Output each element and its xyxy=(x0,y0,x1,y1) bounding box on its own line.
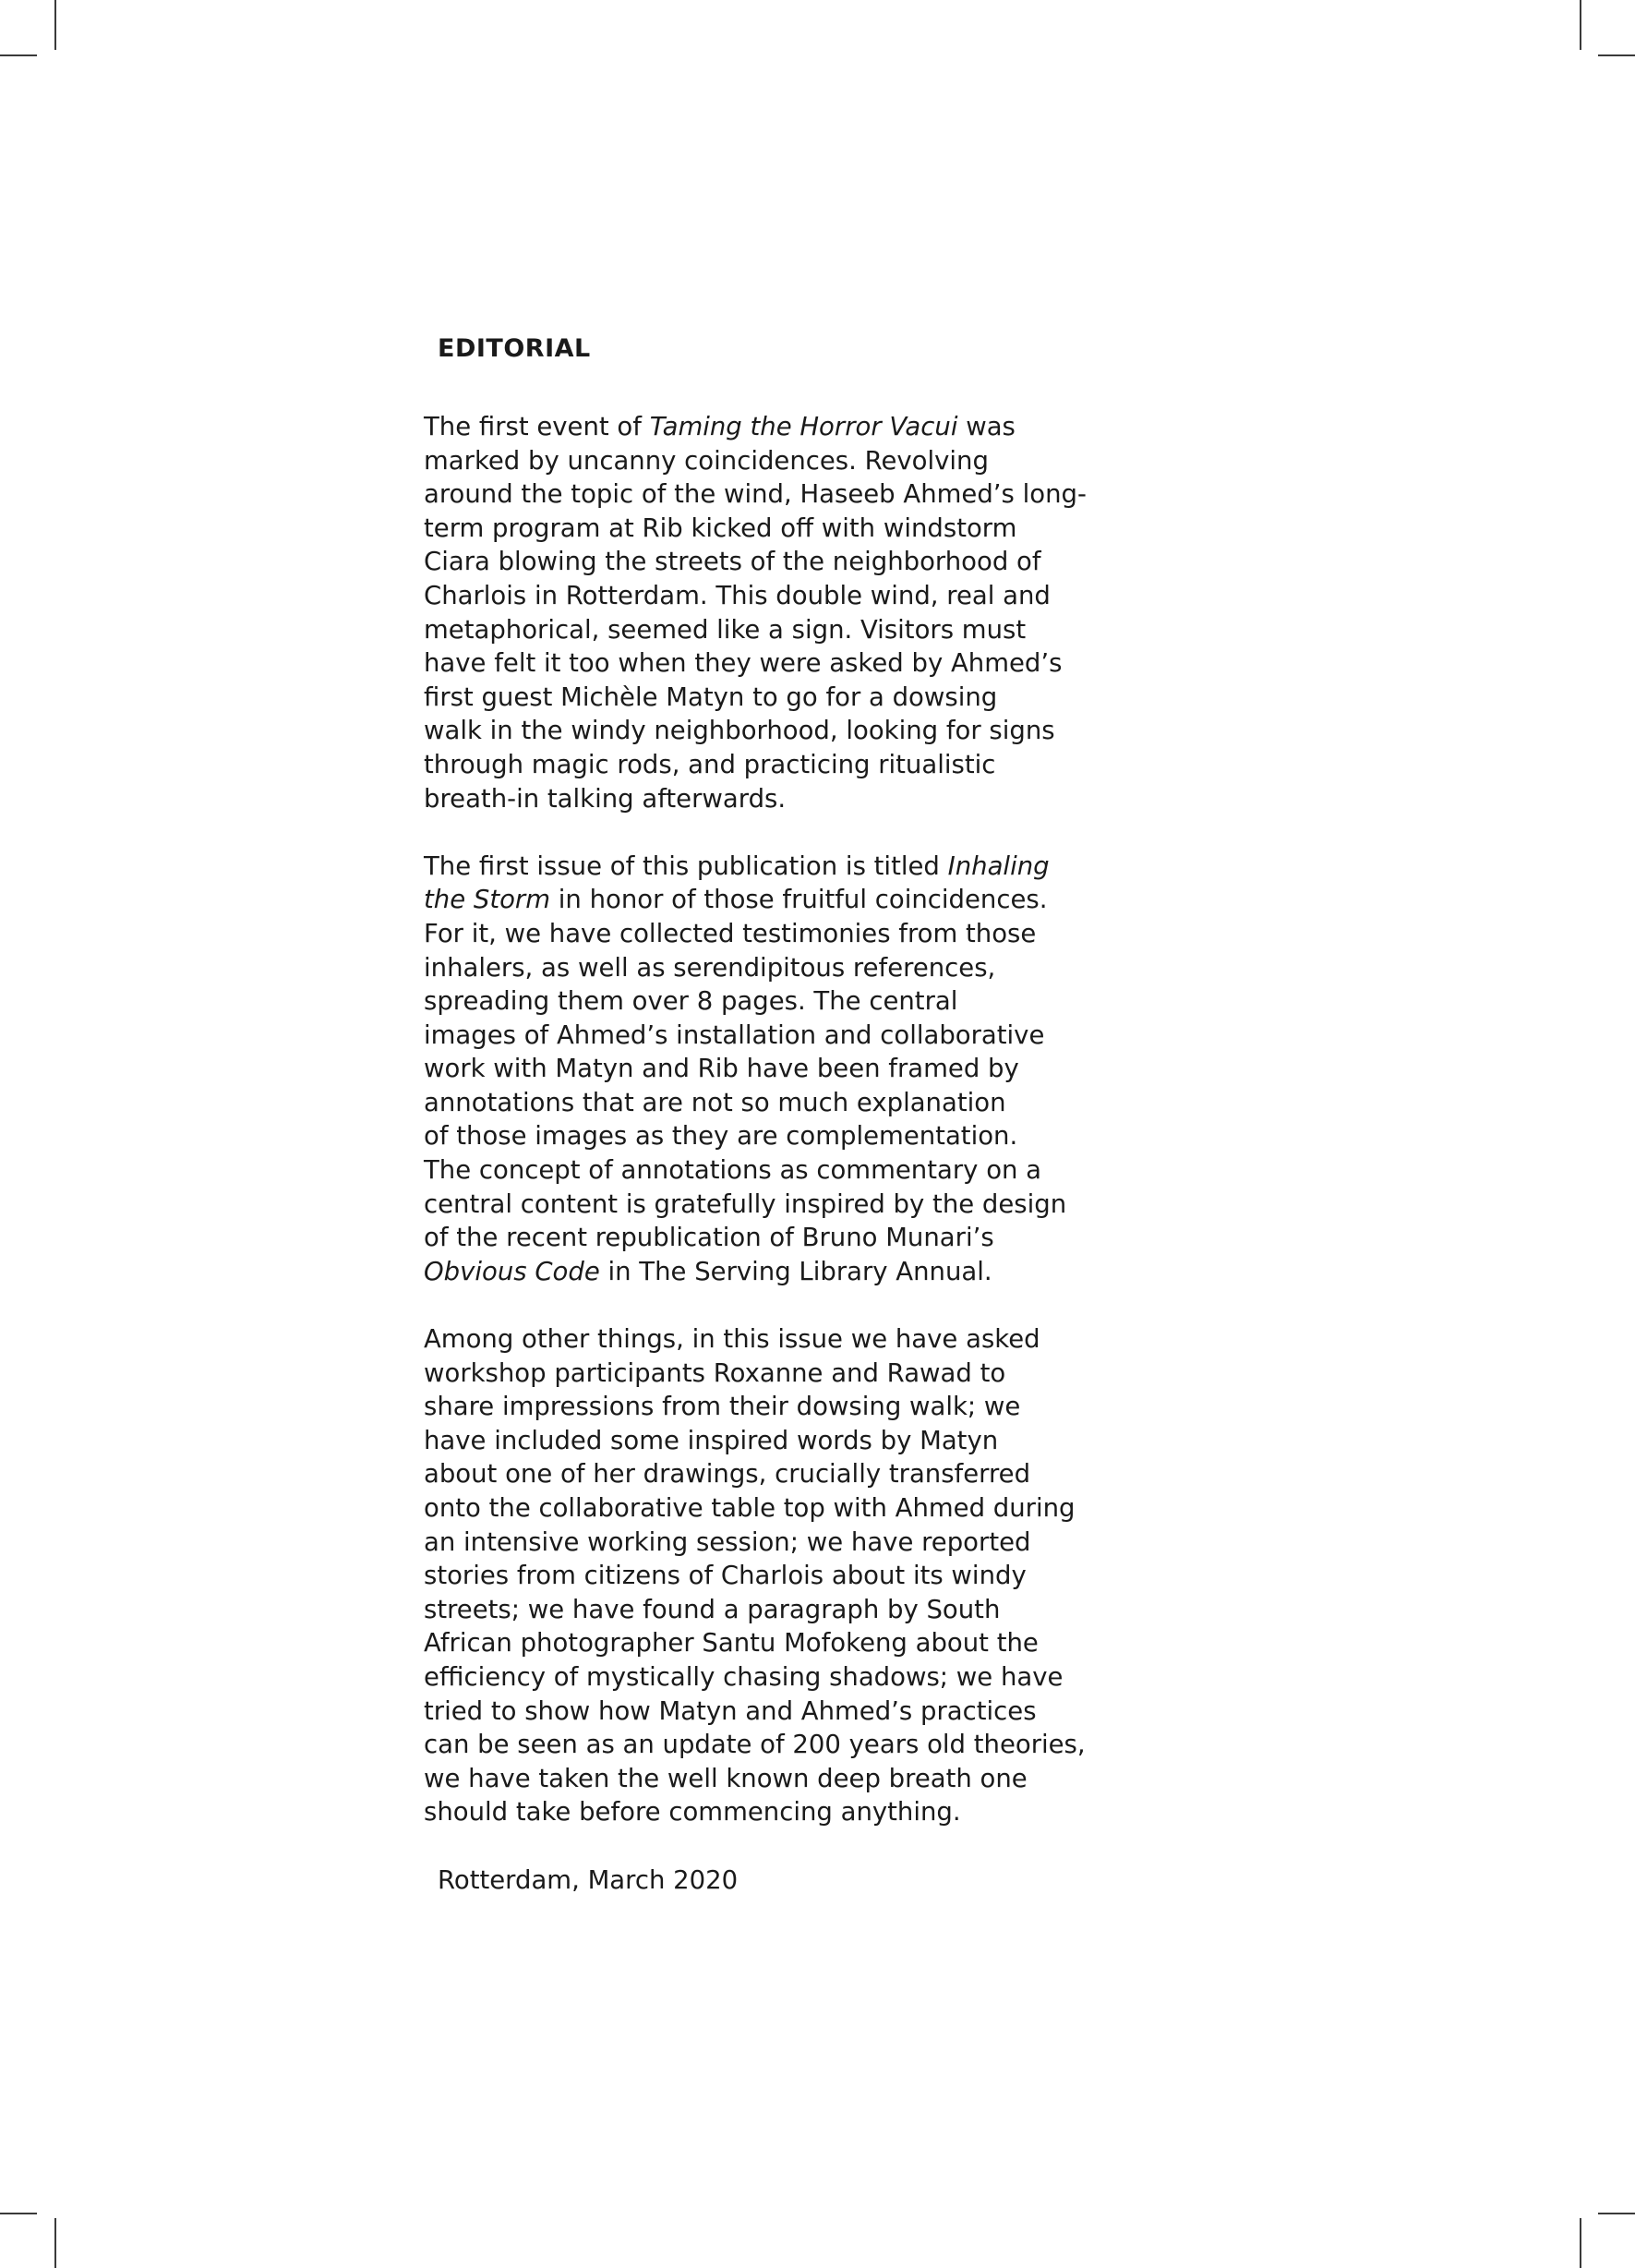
text-run: breath-in talking afterwards. xyxy=(424,783,787,814)
crop-mark-bottom-left-horizontal xyxy=(0,2213,37,2214)
text-line xyxy=(424,1357,1107,1391)
text-line xyxy=(424,1019,1107,1053)
page-title: EDITORIAL xyxy=(438,334,591,363)
text-run: central content is gratefully inspired by the design xyxy=(424,1188,1067,1219)
text-run: have included some inspired words by Matyn xyxy=(424,1425,999,1455)
text-run: of the recent republication of Bruno Munari’s xyxy=(424,1223,994,1253)
text-line xyxy=(424,646,1107,681)
text-run: first guest Michèle Matyn to go for a dowsing xyxy=(424,682,998,712)
text-line xyxy=(424,477,1107,512)
text-run: we have taken the well known deep breath one xyxy=(424,1763,1028,1793)
text-line xyxy=(424,917,1107,951)
text-run: The first issue of this publication is titled xyxy=(424,850,948,881)
text-run: about one of her drawings, crucially transferred xyxy=(424,1459,1031,1490)
text-run: can be seen as an update of 200 years old theories, xyxy=(424,1730,1086,1760)
text-line xyxy=(424,1593,1107,1627)
text-run: in honor of those fruitful coincidences. xyxy=(550,885,1048,915)
text-line xyxy=(424,1086,1107,1120)
text-run: through magic rods, and practicing ritualistic xyxy=(424,749,996,779)
text-run: of those images as they are complementation. xyxy=(424,1121,1018,1152)
crop-mark-top-right-vertical xyxy=(1580,0,1581,50)
text-line xyxy=(424,748,1107,782)
text-line xyxy=(424,1626,1107,1660)
text-line xyxy=(424,850,1107,884)
text-line xyxy=(424,1221,1107,1255)
text-line xyxy=(424,1762,1107,1796)
text-run: efficiency of mystically chasing shadows; we have xyxy=(424,1661,1064,1692)
text-line xyxy=(424,984,1107,1019)
text-line xyxy=(424,512,1107,546)
signoff: Rotterdam, March 2020 xyxy=(438,1864,739,1895)
text-line xyxy=(424,1795,1107,1829)
text-run: inhalers, as well as serendipitous references, xyxy=(424,952,996,983)
text-line xyxy=(424,1457,1107,1491)
text-run: Ciara blowing the streets of the neighborhood of xyxy=(424,547,1041,577)
crop-mark-top-right-horizontal xyxy=(1598,54,1635,56)
text-line xyxy=(424,1424,1107,1458)
text-line xyxy=(424,579,1107,613)
text-line xyxy=(424,444,1107,478)
text-run: For it, we have collected testimonies from those xyxy=(424,918,1037,948)
text-run: an intensive working session; we have reported xyxy=(424,1526,1031,1557)
text-run: term program at Rib kicked off with windstorm xyxy=(424,513,1017,543)
text-line xyxy=(424,951,1107,985)
crop-mark-bottom-right-vertical xyxy=(1580,2218,1581,2268)
text-run: The first event of xyxy=(424,412,650,441)
crop-mark-bottom-right-horizontal xyxy=(1598,2213,1635,2214)
text-run: tried to show how Matyn and Ahmed’s practices xyxy=(424,1695,1037,1726)
text-run: work with Matyn and Rib have been framed by xyxy=(424,1054,1019,1084)
text-line xyxy=(424,1322,1107,1357)
text-line xyxy=(424,545,1107,579)
text-run: spreading them over 8 pages. The central xyxy=(424,986,958,1017)
text-run: metaphorical, seemed like a sign. Visitors must xyxy=(424,614,1027,645)
text-run: onto the collaborative table top with Ahmed during xyxy=(424,1493,1076,1523)
text-run: walk in the windy neighborhood, looking for signs xyxy=(424,716,1055,746)
editorial-column xyxy=(424,331,1107,1897)
text-run: share impressions from their dowsing walk; we xyxy=(424,1392,1021,1422)
text-run: should take before commencing anything. xyxy=(424,1797,961,1828)
text-line xyxy=(424,1153,1107,1188)
text-run: Among other things, in this issue we have asked xyxy=(424,1324,1040,1355)
text-line xyxy=(424,1188,1107,1222)
text-line xyxy=(424,1052,1107,1086)
text-run: marked by uncanny coincidences. Revolving xyxy=(424,445,989,476)
text-run: workshop participants Roxanne and Rawad to xyxy=(424,1357,1006,1388)
text-line xyxy=(424,714,1107,748)
text-run: around the topic of the wind, Haseeb Ahmed’s long- xyxy=(424,479,1087,510)
crop-mark-top-left-vertical xyxy=(54,0,56,50)
text-line xyxy=(424,681,1107,715)
italic-title: the Storm xyxy=(424,885,551,915)
editorial-paragraph xyxy=(424,850,1107,1289)
text-run: images of Ahmed’s installation and collaborative xyxy=(424,1019,1045,1050)
text-line xyxy=(424,1526,1107,1560)
text-line xyxy=(424,1255,1107,1289)
text-line xyxy=(424,782,1107,816)
text-line xyxy=(424,883,1107,917)
italic-title: Inhaling xyxy=(947,850,1050,881)
crop-mark-bottom-left-vertical xyxy=(54,2218,56,2268)
crop-mark-top-left-horizontal xyxy=(0,54,37,56)
editorial-paragraph xyxy=(424,410,1107,815)
italic-title: Taming the Horror Vacui xyxy=(649,412,958,441)
editorial-body xyxy=(424,410,1107,1829)
text-line xyxy=(424,410,1107,444)
text-run: in The Serving Library Annual. xyxy=(599,1256,992,1286)
text-run: annotations that are not so much explanation xyxy=(424,1087,1006,1117)
text-run: African photographer Santu Mofokeng about the xyxy=(424,1628,1039,1659)
text-line xyxy=(424,1559,1107,1593)
text-run: The concept of annotations as commentary on a xyxy=(424,1155,1042,1186)
text-line xyxy=(424,1119,1107,1153)
text-line xyxy=(424,1491,1107,1526)
text-run: streets; we have found a paragraph by South xyxy=(424,1594,1001,1624)
text-run: was xyxy=(957,412,1016,441)
text-run: Charlois in Rotterdam. This double wind, real and xyxy=(424,580,1051,610)
text-line xyxy=(424,613,1107,647)
text-line xyxy=(424,1660,1107,1695)
text-line xyxy=(424,1695,1107,1729)
italic-title: Obvious Code xyxy=(424,1256,600,1286)
editorial-paragraph xyxy=(424,1322,1107,1829)
text-line xyxy=(424,1728,1107,1762)
text-run: have felt it too when they were asked by Ahmed’s xyxy=(424,648,1063,679)
text-run: stories from citizens of Charlois about its windy xyxy=(424,1561,1027,1591)
text-line xyxy=(424,1390,1107,1424)
